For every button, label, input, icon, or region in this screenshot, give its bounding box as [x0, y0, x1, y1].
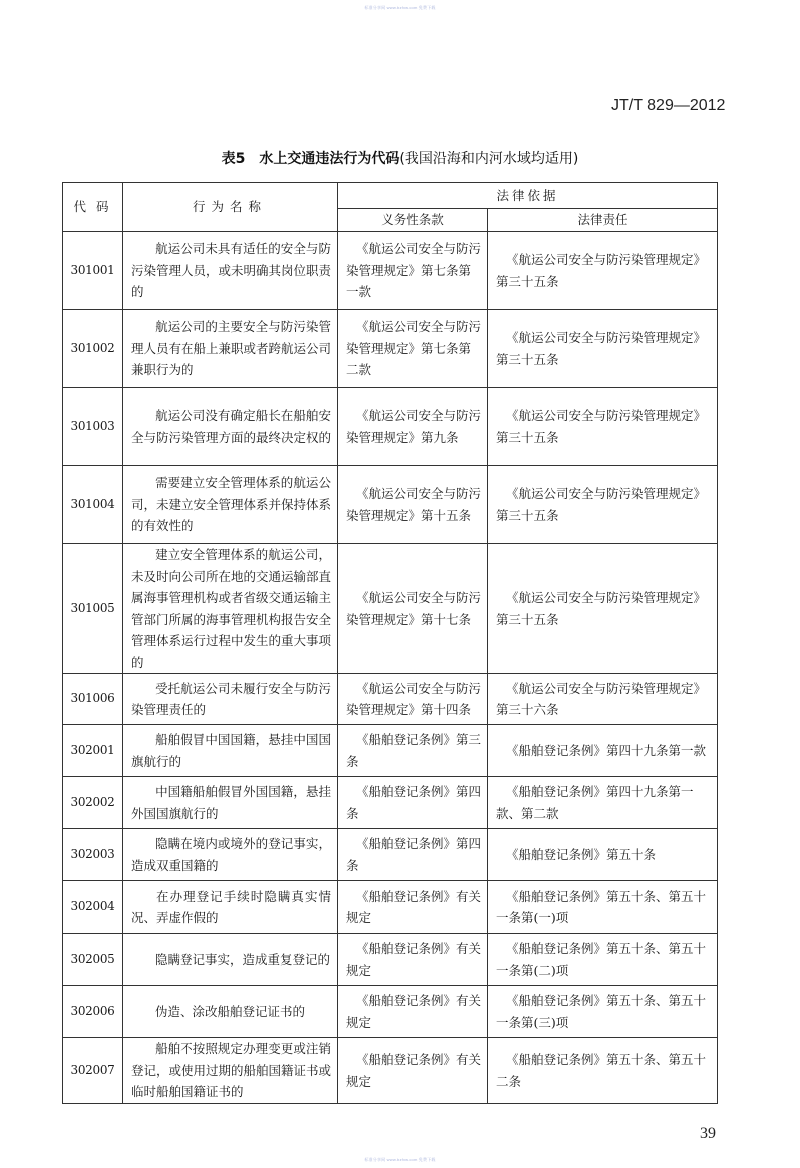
row-name: 船舶不按照规定办理变更或注销登记，或使用过期的船舶国籍证书或临时船舶国籍证书的 — [123, 1038, 338, 1104]
row-obligation: 《航运公司安全与防污染管理规定》第十五条 — [338, 466, 488, 544]
table-title-number: 表5 — [221, 151, 246, 167]
table-row — [63, 544, 718, 674]
column-header-obligation: 义务性条款 — [338, 209, 488, 232]
row-responsibility: 《航运公司安全与防污染管理规定》第三十五条 — [488, 232, 718, 310]
row-responsibility: 《航运公司安全与防污染管理规定》第三十六条 — [488, 674, 718, 725]
table-row — [63, 1038, 718, 1104]
row-name: 伪造、涂改船舶登记证书的 — [123, 986, 338, 1038]
table-title — [0, 148, 800, 168]
row-name: 在办理登记手续时隐瞒真实情况、弄虚作假的 — [123, 881, 338, 934]
column-header-code: 代 码 — [63, 183, 123, 232]
row-obligation: 《船舶登记条例》有关规定 — [338, 934, 488, 986]
column-header-legal-basis: 法律依据 — [338, 183, 718, 209]
row-responsibility: 《船舶登记条例》第四十九条第一款 — [488, 725, 718, 777]
row-obligation: 《船舶登记条例》第四条 — [338, 777, 488, 829]
row-code: 301003 — [63, 388, 123, 466]
row-code: 302003 — [63, 829, 123, 881]
row-responsibility: 《船舶登记条例》第五十条、第五十一条第(二)项 — [488, 934, 718, 986]
row-responsibility: 《船舶登记条例》第五十条、第五十二条 — [488, 1038, 718, 1104]
row-code: 301004 — [63, 466, 123, 544]
row-responsibility: 《航运公司安全与防污染管理规定》第三十五条 — [488, 466, 718, 544]
row-name: 受托航运公司未履行安全与防污染管理责任的 — [123, 674, 338, 725]
row-code: 301006 — [63, 674, 123, 725]
row-obligation: 《船舶登记条例》有关规定 — [338, 1038, 488, 1104]
row-responsibility: 《航运公司安全与防污染管理规定》第三十五条 — [488, 388, 718, 466]
row-obligation: 《船舶登记条例》有关规定 — [338, 881, 488, 934]
row-obligation: 《航运公司安全与防污染管理规定》第十四条 — [338, 674, 488, 725]
row-code: 301005 — [63, 544, 123, 674]
row-responsibility: 《航运公司安全与防污染管理规定》第三十五条 — [488, 544, 718, 674]
violation-code-table — [62, 182, 718, 1104]
row-code: 302001 — [63, 725, 123, 777]
row-name: 航运公司未具有适任的安全与防污染管理人员，或未明确其岗位职责的 — [123, 232, 338, 310]
table-row — [63, 232, 718, 310]
row-code: 302005 — [63, 934, 123, 986]
row-name: 航运公司的主要安全与防污染管理人员有在船上兼职或者跨航运公司兼职行为的 — [123, 310, 338, 388]
row-responsibility: 《航运公司安全与防污染管理规定》第三十五条 — [488, 310, 718, 388]
row-code: 302007 — [63, 1038, 123, 1104]
table-row — [63, 934, 718, 986]
row-obligation: 《航运公司安全与防污染管理规定》第七条第一款 — [338, 232, 488, 310]
watermark-top: 标准分享网 www.bzfxw.com 免费下载 — [364, 5, 436, 10]
row-name: 航运公司没有确定船长在船舶安全与防污染管理方面的最终决定权的 — [123, 388, 338, 466]
table-row — [63, 725, 718, 777]
table-title-main: 水上交通违法行为代码 — [259, 151, 400, 167]
row-name: 船舶假冒中国国籍，悬挂中国国旗航行的 — [123, 725, 338, 777]
table-row — [63, 310, 718, 388]
row-name: 隐瞒在境内或境外的登记事实，造成双重国籍的 — [123, 829, 338, 881]
standard-code: JT/T 829—2012 — [611, 97, 726, 114]
table-row — [63, 777, 718, 829]
row-obligation: 《船舶登记条例》第三条 — [338, 725, 488, 777]
column-header-name: 行为名称 — [123, 183, 338, 232]
row-responsibility: 《船舶登记条例》第五十条 — [488, 829, 718, 881]
row-obligation: 《船舶登记条例》有关规定 — [338, 986, 488, 1038]
row-code: 301001 — [63, 232, 123, 310]
row-code: 302004 — [63, 881, 123, 934]
row-name: 需要建立安全管理体系的航运公司，未建立安全管理体系并保持体系的有效性的 — [123, 466, 338, 544]
row-obligation: 《船舶登记条例》第四条 — [338, 829, 488, 881]
row-responsibility: 《船舶登记条例》第五十条、第五十一条第(三)项 — [488, 986, 718, 1038]
table-row — [63, 829, 718, 881]
table-row — [63, 986, 718, 1038]
watermark-bottom: 标准分享网 www.bzfxw.com 免费下载 — [364, 1157, 436, 1162]
table-row — [63, 466, 718, 544]
table-row — [63, 388, 718, 466]
table-row — [63, 881, 718, 934]
page-number: 39 — [700, 1125, 716, 1142]
row-code: 301002 — [63, 310, 123, 388]
row-responsibility: 《船舶登记条例》第四十九条第一款、第二款 — [488, 777, 718, 829]
row-code: 302006 — [63, 986, 123, 1038]
row-name: 中国籍船舶假冒外国国籍，悬挂外国国旗航行的 — [123, 777, 338, 829]
row-name: 建立安全管理体系的航运公司，未及时向公司所在地的交通运输部直属海事管理机构或者省级交通运输主管部门所属的海事管理机构报告安全管理体系运行过程中发生的重大事项的 — [123, 544, 338, 674]
column-header-responsibility: 法律责任 — [488, 209, 718, 232]
row-obligation: 《航运公司安全与防污染管理规定》第七条第二款 — [338, 310, 488, 388]
table-row — [63, 674, 718, 725]
row-obligation: 《航运公司安全与防污染管理规定》第九条 — [338, 388, 488, 466]
row-responsibility: 《船舶登记条例》第五十条、第五十一条第(一)项 — [488, 881, 718, 934]
row-obligation: 《航运公司安全与防污染管理规定》第十七条 — [338, 544, 488, 674]
row-name: 隐瞒登记事实，造成重复登记的 — [123, 934, 338, 986]
table-title-scope: (我国沿海和内河水域均适用) — [399, 151, 579, 167]
row-code: 302002 — [63, 777, 123, 829]
